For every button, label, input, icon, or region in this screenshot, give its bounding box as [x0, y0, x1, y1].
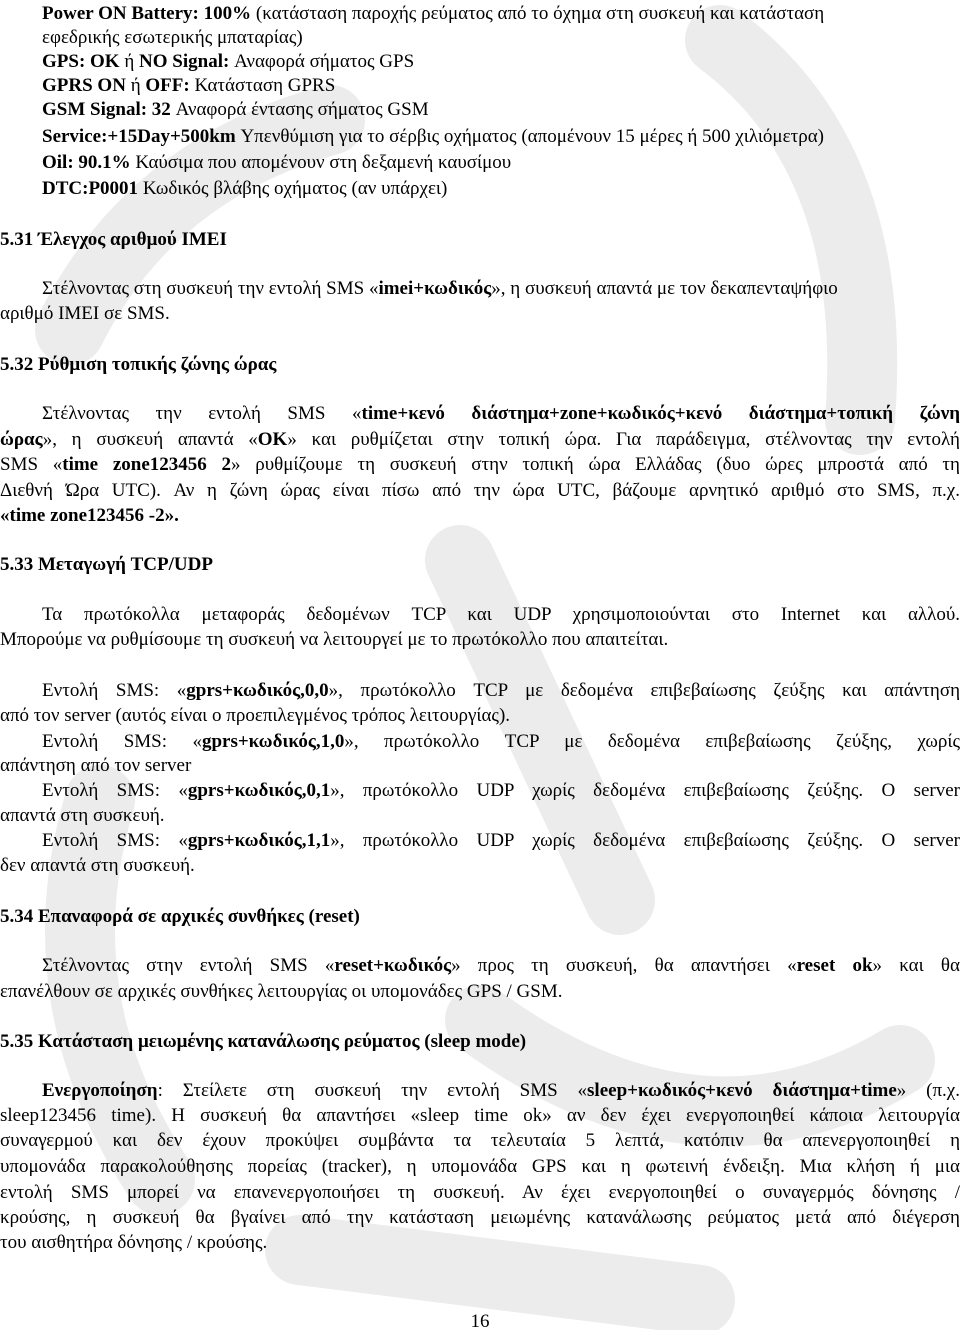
text-run: Στέλνοντας στη συσκευή την εντολή SMS «	[42, 278, 378, 299]
service-label: Service:+15Day+500km	[42, 126, 236, 147]
gps-or: ή	[120, 51, 139, 72]
text-run: » προς τη συσκευή, θα απαντήσει «	[451, 955, 797, 976]
s533-para-line-2: Μπορούμε να ρυθμίσουμε τη συσκευή να λειτουργεί με το πρωτόκολλο που απαιτείται.	[0, 628, 960, 652]
s533-para-line-1: Τα πρωτόκολλα μεταφοράς δεδομένων TCP και UDP χρησιμοποιούνται στο Internet και αλλού.	[42, 603, 960, 627]
s533-cmd-2	[42, 730, 960, 754]
s531-line-1	[42, 277, 960, 301]
command-gprs-1-1: gprs+κωδικός,1,1	[188, 830, 330, 851]
gps-label-2: NO Signal:	[139, 51, 229, 72]
s533-cmd-3-cont: απαντά στη συσκευή.	[0, 804, 960, 828]
text-run: », πρωτόκολλο UDP χωρίς δεδομένα επιβεβαίωσης ζεύξης. Ο server	[330, 780, 960, 801]
oil-label: Oil: 90.1%	[42, 152, 131, 173]
section-heading-5-33: 5.33 Μεταγωγή TCP/UDP	[0, 553, 960, 577]
gsm-label: GSM Signal: 32	[42, 99, 171, 120]
gprs-label: GPRS ON	[42, 75, 126, 96]
s534-line-1	[42, 954, 960, 978]
s535-line-4: υπομονάδα παρακολούθησης πορείας (tracker), η υπομονάδα GPS και η φωτεινή ένδειξη. Μια κλήση ή μια	[0, 1155, 960, 1179]
s533-cmd-4	[42, 829, 960, 853]
page-number: 16	[0, 1311, 960, 1333]
text-run: Στέλνοντας την εντολή SMS «	[42, 403, 362, 424]
gps-desc: Αναφορά σήματος GPS	[229, 51, 414, 72]
s532-line-4: Διεθνή Ώρα UTC). Αν η ζώνη ώρας είναι πίσω από την ώρα UTC, βάζουμε αρνητικό αριθμό στο SMS, π.χ.	[0, 479, 960, 503]
gprs-label-2: OFF:	[145, 75, 189, 96]
text-run: SMS «	[0, 454, 62, 475]
s535-line-6: κρούσης, η συσκευή θα βγαίνει από την κατάσταση μειωμένης κατανάλωσης ρεύματος μετά από διέγερση	[0, 1206, 960, 1230]
section-heading-5-31: 5.31 Έλεγχος αριθμού IMEI	[0, 228, 960, 252]
s532-line-1	[42, 402, 960, 426]
command-reset: reset+κωδικός	[334, 955, 451, 976]
reply-ok: OK	[258, 429, 288, 450]
text-run-bold: ώρας	[0, 429, 43, 450]
oil-desc: Καύσιμα που απομένουν στη δεξαμενή καυσίμου	[131, 152, 512, 173]
command-gprs-1-0: gprs+κωδικός,1,0	[202, 731, 344, 752]
s532-line-2	[0, 428, 960, 452]
dtc-line	[42, 177, 960, 201]
text-run: » ρυθμίζουμε τη συσκευή στην τοπική ώρα Ελλάδας (δυο ώρες μπροστά από τη	[231, 454, 960, 475]
command-imei: imei+κωδικός	[378, 278, 491, 299]
gps-line	[42, 50, 960, 74]
text-run: : Στείλετε στη συσκευή την εντολή SMS «	[158, 1080, 587, 1101]
section-heading-5-34: 5.34 Επαναφορά σε αρχικές συνθήκες (reset)	[0, 905, 960, 929]
s535-line-1	[42, 1079, 960, 1103]
battery-line	[42, 2, 960, 26]
service-desc: Υπενθύμιση για το σέρβις οχήματος (απομένουν 15 μέρες ή 500 χιλιόμετρα)	[236, 126, 824, 147]
text-run: Στέλνοντας στην εντολή SMS «	[42, 955, 334, 976]
oil-line	[42, 151, 960, 175]
command-sleep: sleep+κωδικός+κενό διάστημα+time	[587, 1080, 897, 1101]
gprs-or: ή	[126, 75, 145, 96]
battery-line-cont	[42, 26, 960, 50]
gps-label: GPS: OK	[42, 51, 120, 72]
text-run: », η συσκευή απαντά «	[43, 429, 258, 450]
dtc-label: DTC:P0001	[42, 178, 138, 199]
battery-desc-cont: εφεδρικής εσωτερικής μπαταρίας)	[42, 27, 303, 48]
s535-line-2: sleep123456 time). Η συσκευή θα απαντήσει «sleep time ok» αν δεν έχει ενεργοποιηθεί κάποια λειτουργία	[0, 1104, 960, 1128]
gprs-desc: Κατάσταση GPRS	[190, 75, 336, 96]
s533-cmd-1	[42, 679, 960, 703]
activation-label: Ενεργοποίηση	[42, 1080, 158, 1101]
service-line	[42, 125, 960, 149]
text-run: » και ρυθμίζεται στην τοπική ώρα. Για παράδειγμα, στέλνοντας την εντολή	[287, 429, 960, 450]
s531-line-2: αριθμό IMEI σε SMS.	[0, 302, 960, 326]
section-heading-5-32: 5.32 Ρύθμιση τοπικής ζώνης ώρας	[0, 353, 960, 377]
s535-line-7: του αισθητήρα δόνησης / κρούσης.	[0, 1231, 960, 1255]
dtc-desc: Κωδικός βλάβης οχήματος (αν υπάρχει)	[138, 178, 447, 199]
gsm-line	[42, 98, 960, 122]
s533-cmd-4-cont: δεν απαντά στη συσκευή.	[0, 854, 960, 878]
command-gprs-0-1: gprs+κωδικός,0,1	[188, 780, 330, 801]
gsm-desc: Αναφορά έντασης σήματος GSM	[171, 99, 429, 120]
s535-line-5: εντολή SMS μπορεί να επανενεργοποιήσει τη συσκευή. Αν έχει ενεργοποιηθεί ο συναγερμός δόνησης /	[0, 1181, 960, 1205]
text-run: Εντολή SMS: «	[42, 680, 186, 701]
s534-line-2: επανέλθουν σε αρχικές συνθήκες λειτουργίας οι υπομονάδες GPS / GSM.	[0, 980, 960, 1004]
text-run: », πρωτόκολλο UDP χωρίς δεδομένα επιβεβαίωσης ζεύξης. Ο server	[330, 830, 960, 851]
s532-line-5: «time zone123456 -2».	[0, 504, 960, 528]
text-run: », πρωτόκολλο TCP με δεδομένα επιβεβαίωσης ζεύξης και απάντηση	[329, 680, 960, 701]
s532-line-3	[0, 453, 960, 477]
text-run: », πρωτόκολλο TCP με δεδομένα επιβεβαίωσης ζεύξης, χωρίς	[344, 731, 960, 752]
battery-label: Power ON Battery: 100%	[42, 3, 251, 24]
text-run: Εντολή SMS: «	[42, 780, 188, 801]
s533-cmd-1-cont: από τον server (αυτός είναι ο προεπιλεγμένος τρόπος λειτουργίας).	[0, 704, 960, 728]
reply-reset-ok: reset ok	[797, 955, 873, 976]
text-run: Εντολή SMS: «	[42, 731, 202, 752]
text-run: », η συσκευή απαντά με τον δεκαπενταψήφιο	[491, 278, 838, 299]
s533-cmd-3	[42, 779, 960, 803]
command-time-zone: time+κενό διάστημα+zone+κωδικός+κενό διάστημα+τοπική ζώνη	[362, 403, 960, 424]
text-run: Εντολή SMS: «	[42, 830, 188, 851]
s535-line-3: συναγερμού και δεν έχουν προκύψει συμβάντα τα τελευταία 5 λεπτά, κατόπιν θα απενεργοποιηθεί η	[0, 1129, 960, 1153]
text-run: » (π.χ.	[897, 1080, 960, 1101]
command-gprs-0-0: gprs+κωδικός,0,0	[186, 680, 328, 701]
section-heading-5-35: 5.35 Κατάσταση μειωμένης κατανάλωσης ρεύματος (sleep mode)	[0, 1030, 960, 1054]
battery-desc: (κατάσταση παροχής ρεύματος από το όχημα στη συσκευή και κατάσταση	[251, 3, 824, 24]
command-example: time zone123456 2	[62, 454, 231, 475]
gprs-line	[42, 74, 960, 98]
text-run: » και θα	[873, 955, 960, 976]
s533-cmd-2-cont: απάντηση από τον server	[0, 754, 960, 778]
